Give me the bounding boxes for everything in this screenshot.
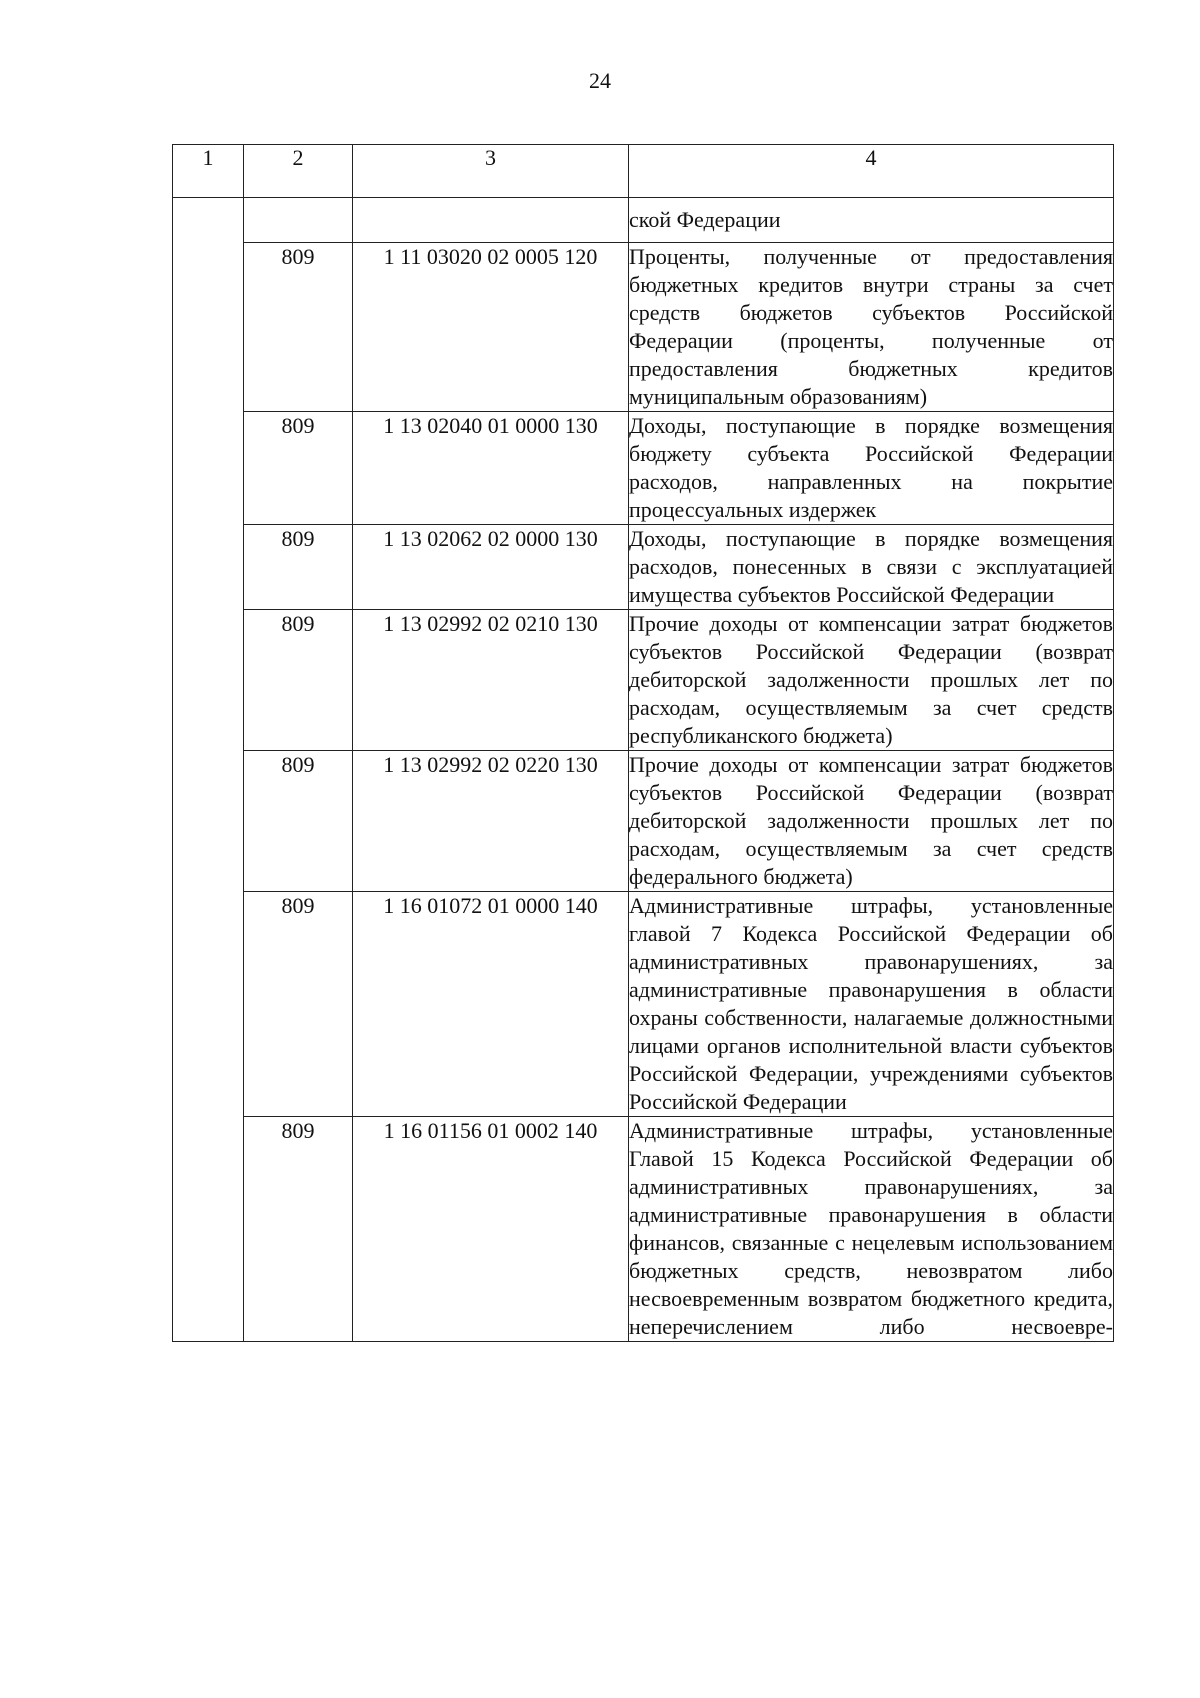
- admin-code-cell: [244, 198, 353, 243]
- header-col-3: 3: [353, 145, 629, 198]
- admin-code-cell: 809: [244, 1117, 353, 1342]
- budget-code-cell: 1 11 03020 02 0005 120: [353, 243, 629, 412]
- revenue-codes-table: [172, 144, 1114, 1342]
- budget-code-cell: 1 13 02062 02 0000 130: [353, 525, 629, 610]
- table-header-row: [173, 145, 1114, 198]
- table-row: [173, 892, 1114, 1117]
- admin-code-cell: 809: [244, 243, 353, 412]
- admin-code-cell: 809: [244, 892, 353, 1117]
- description-cell: ской Федерации: [629, 198, 1114, 243]
- budget-code-cell: 1 13 02992 02 0220 130: [353, 751, 629, 892]
- table-row: [173, 243, 1114, 412]
- admin-code-cell: 809: [244, 751, 353, 892]
- header-col-4: 4: [629, 145, 1114, 198]
- header-col-2: 2: [244, 145, 353, 198]
- description-cell: Административные штрафы, установленные главой 7 Кодекса Российской Федерации об административных правонарушениях, за административные правонарушения в области охраны собственности, налагаемые должностными лицами органов исполнительной власти субъектов Российской Федерации, учреждениями субъектов Российской Федерации: [629, 892, 1114, 1117]
- description-cell: Прочие доходы от компенсации затрат бюджетов субъектов Российской Федерации (возврат дебиторской задолженности прошлых лет по расходам, осуществляемым за счет средств республиканского бюджета): [629, 610, 1114, 751]
- header-col-1: 1: [173, 145, 244, 198]
- description-cell: Административные штрафы, установленные Главой 15 Кодекса Российской Федерации об административных правонарушениях, за административные правонарушения в области финансов, связанные с нецелевым использованием бюджетных средств, невозвратом либо несвоевременным возвратом бюджетного кредита, неперечислением либо несвоевре-: [629, 1117, 1114, 1342]
- description-cell: Прочие доходы от компенсации затрат бюджетов субъектов Российской Федерации (возврат дебиторской задолженности прошлых лет по расходам, осуществляемым за счет средств федерального бюджета): [629, 751, 1114, 892]
- budget-code-cell: 1 13 02992 02 0210 130: [353, 610, 629, 751]
- budget-code-cell: [353, 198, 629, 243]
- column-1-merged-cell: [173, 198, 244, 1342]
- budget-code-cell: 1 16 01072 01 0000 140: [353, 892, 629, 1117]
- description-cell: Доходы, поступающие в порядке возмещения бюджету субъекта Российской Федерации расходов, направленных на покрытие процессуальных издержек: [629, 412, 1114, 525]
- table-row: [173, 610, 1114, 751]
- description-cell: Проценты, полученные от предоставления бюджетных кредитов внутри страны за счет средств бюджетов субъектов Российской Федерации (проценты, полученные от предоставления бюджетных кредитов муниципальным образованиям): [629, 243, 1114, 412]
- description-cell: Доходы, поступающие в порядке возмещения расходов, понесенных в связи с эксплуатацией имущества субъектов Российской Федерации: [629, 525, 1114, 610]
- table-row: [173, 198, 1114, 243]
- table-row: [173, 1117, 1114, 1342]
- table-row: [173, 751, 1114, 892]
- admin-code-cell: 809: [244, 412, 353, 525]
- table-row: [173, 412, 1114, 525]
- admin-code-cell: 809: [244, 525, 353, 610]
- budget-code-cell: 1 16 01156 01 0002 140: [353, 1117, 629, 1342]
- page-number: 24: [589, 68, 611, 93]
- admin-code-cell: 809: [244, 610, 353, 751]
- table-row: [173, 525, 1114, 610]
- budget-code-cell: 1 13 02040 01 0000 130: [353, 412, 629, 525]
